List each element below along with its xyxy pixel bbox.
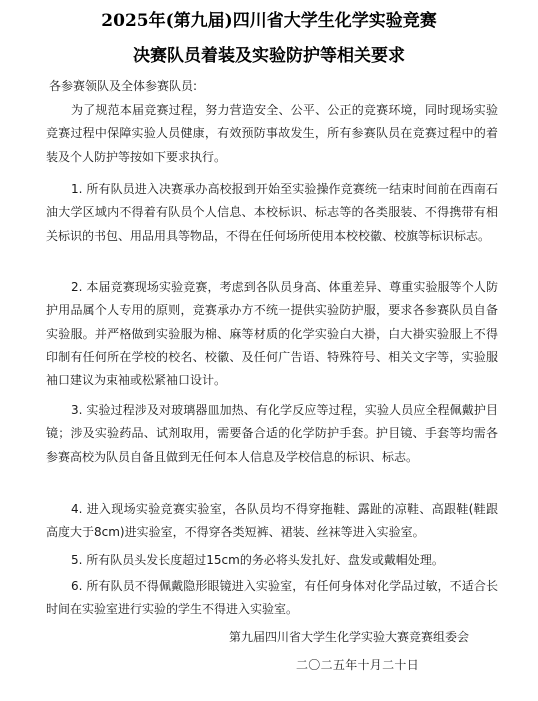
signature-date: 二〇二五年十月二十日	[296, 658, 420, 672]
requirement-item-5: 5. 所有队员头发长度超过15cm的务必将头发扎好、盘发或戴帽处理。	[71, 553, 444, 567]
document-title-line-2: 决赛队员着装及实验防护等相关要求	[133, 46, 405, 66]
intro-paragraph: 为了规范本届竞赛过程，努力营造安全、公平、公正的竞赛环境，同时现场实验竞赛过程中保障实验人员健康，有效预防事故发生，所有参赛队员在竞赛过程中的着装及个人防护等按如下要求执行。	[46, 103, 498, 164]
document-title-line-1: 2025年(第九届)四川省大学生化学实验竞赛	[101, 11, 437, 31]
requirement-item-1: 1. 所有队员进入决赛承办高校报到开始至实验操作竞赛统一结束时间前在西南石油大学区域内不得着有队员个人信息、本校标识、标志等的各类服装、不得携带有相关标识的书包、用品用具等物品，不得在任何场所使用本校校徽、校旗等标识标志。	[46, 182, 498, 243]
requirement-item-3: 3. 实验过程涉及对玻璃器皿加热、有化学反应等过程，实验人员应全程佩戴护目镜；涉及实验药品、试剂取用，需要备合适的化学防护手套。护目镜、手套等均需各参赛高校为队员自备且做到无任何本人信息及学校信息的标识、标志。	[46, 403, 498, 464]
salutation: 各参赛领队及全体参赛队员:	[49, 79, 198, 93]
requirement-item-6: 6. 所有队员不得佩戴隐形眼镜进入实验室，有任何身体对化学品过敏，不适合长时间在实验室进行实验的学生不得进入实验室。	[46, 579, 498, 617]
requirement-item-4: 4. 进入现场实验竞赛实验室，各队员均不得穿拖鞋、露趾的凉鞋、高跟鞋(鞋跟高度大于8cm)进实验室，不得穿各类短裤、裙装、丝袜等进入实验室。	[46, 502, 498, 540]
signature-organization: 第九届四川省大学生化学实验大赛竞赛组委会	[229, 630, 470, 644]
requirement-item-2: 2. 本届竞赛现场实验竞赛，考虑到各队员身高、体重差异、尊重实验服等个人防护用品属个人专用的原则，竞赛承办方不统一提供实验防护服，要求各参赛队员自备实验服。并严格做到实验服为棉、麻等材质的化学实验白大褂，白大褂实验服上不得印制有任何所在学校的校名、校徽、及任何广告语、特殊符号、相关文字等，实验服袖口建议为束袖或松紧袖口设计。	[46, 280, 498, 388]
